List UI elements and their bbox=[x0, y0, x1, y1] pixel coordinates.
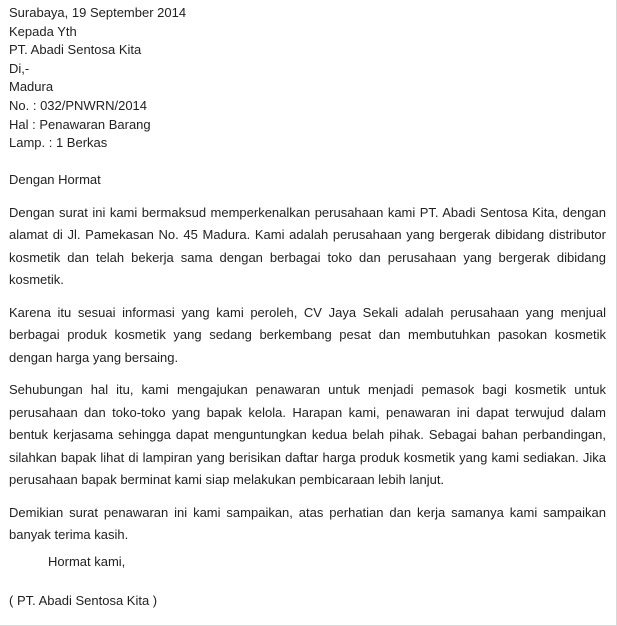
recipient-name: PT. Abadi Sentosa Kita bbox=[9, 42, 142, 58]
body-paragraph-4: Demikian surat penawaran ini kami sampaikan, atas perhatian dan kerja samanya kami sampaikan banyak terima kasih. bbox=[9, 504, 606, 543]
spacer bbox=[9, 369, 606, 379]
letter-header bbox=[9, 4, 606, 153]
at-label: Di,- bbox=[9, 60, 30, 76]
letter-attachment: Lamp. : 1 Berkas bbox=[9, 135, 108, 151]
body-paragraph-1: Dengan surat ini kami bermaksud memperkenalkan perusahaan kami PT. Abadi Sentosa Kita, dengan alamat di Jl. Pamekasan No. 45 Madura. Kami adalah perusahaan yang bergerak dibidang distributor kosmetik dan telah bekerja sama dengan berbagai toko dan perusahaan yang bergerak dibidang kosmetik. bbox=[9, 204, 606, 288]
spacer bbox=[9, 153, 606, 172]
letter-subject: Hal : Penawaran Barang bbox=[9, 116, 151, 132]
to-label: Kepada Yth bbox=[9, 23, 77, 39]
place-date: Surabaya, 19 September 2014 bbox=[9, 5, 187, 20]
salutation: Dengan Hormat bbox=[9, 172, 101, 188]
recipient-location: Madura bbox=[9, 79, 54, 95]
spacer bbox=[9, 190, 606, 202]
closing-phrase: Hormat kami, bbox=[48, 553, 126, 569]
body-paragraph-3: Sehubungan hal itu, kami mengajukan penawaran untuk menjadi pemasok bagi kosmetik untuk perusahaan dan toko-toko yang bapak kelola. Harapan kami, penawaran ini dapat terwujud dalam bentuk kerjasama sehingga dapat menguntungkan kedua belah pihak. Sebagai bahan perbandingan, silahkan bapak lihat di lampiran yang berisikan daftar harga produk kosmetik yang kami sediakan. Jika perusahaan bapak berminat kami siap melakukan pembicaraan lebih lanjut. bbox=[9, 382, 606, 488]
letter-document bbox=[9, 4, 606, 610]
body-paragraph-2: Karena itu sesuai informasi yang kami peroleh, CV Jaya Sekali adalah perusahaan yang menjual berbagai produk kosmetik yang sedang berkembang pesat dan membutuhkan pasokan kosmetik dengan harga yang bersaing. bbox=[9, 304, 606, 365]
spacer bbox=[9, 492, 606, 502]
spacer bbox=[9, 292, 606, 302]
signature-block: ( PT. Abadi Sentosa Kita ) bbox=[9, 592, 158, 608]
letter-number: No. : 032/PNWRN/2014 bbox=[9, 97, 148, 113]
